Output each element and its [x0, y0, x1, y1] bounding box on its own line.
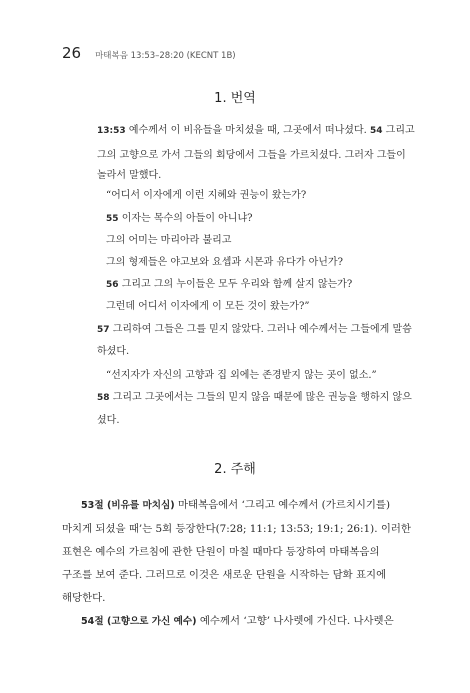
line-text: 해당한다. — [62, 592, 106, 604]
translation-line — [106, 214, 253, 224]
line-text: 이자는 목수의 아들이 아니냐? — [118, 213, 253, 224]
line-text: 그리고 — [382, 125, 415, 136]
line-text: 그리고 그의 누이들은 모두 우리와 함께 살지 않는가? — [118, 279, 353, 290]
section-title-translation: 1. 번역 — [214, 91, 256, 106]
running-head: 마태복음 13:53–28:20 (KECNT 1B) — [95, 51, 236, 61]
page-number: 26 — [62, 44, 82, 62]
line-text: 그리고 그곳에서는 그들의 믿지 않음 때문에 많은 권능을 행하지 않으 — [109, 392, 412, 403]
translation-line — [97, 171, 161, 181]
line-text: 셨다. — [97, 415, 120, 426]
verse-heading: 53절 (비유를 마치심) — [81, 500, 175, 511]
line-text: “어디서 이자에게 이런 지혜와 권능이 왔는가? — [106, 190, 307, 201]
verse-number: 55 — [106, 214, 119, 224]
line-text: 그의 고향으로 가서 그들의 회당에서 그들을 가르치셨다. 그러자 그들이 — [97, 150, 406, 161]
commentary-line — [62, 524, 411, 534]
translation-line — [97, 126, 415, 136]
line-text: 그리하여 그들은 그를 믿지 않았다. 그러나 예수께서는 그들에게 말씀 — [109, 324, 412, 335]
translation-line — [97, 325, 412, 335]
translation-line — [106, 258, 343, 268]
commentary-line — [62, 593, 105, 603]
line-text: 그런데 어디서 이자에게 이 모든 것이 왔는가?” — [106, 301, 310, 312]
verse-number: 13:53 — [97, 126, 126, 136]
translation-line — [97, 393, 412, 403]
translation-line — [97, 347, 129, 357]
line-text: 그의 어미는 마리아라 불리고 — [106, 235, 232, 246]
commentary-line — [62, 547, 380, 557]
verse-number: 57 — [97, 325, 110, 335]
line-text: 하셨다. — [97, 346, 130, 357]
translation-line — [106, 280, 352, 290]
translation-line — [106, 302, 309, 312]
translation-line — [106, 371, 377, 381]
verse-number: 58 — [97, 393, 110, 403]
line-text: 마태복음에서 ‘그리고 예수께서 (가르치시기를) — [174, 499, 391, 511]
line-text: 표현은 예수의 가르침에 관한 단원이 마칠 때마다 등장하여 마태복음의 — [62, 546, 380, 558]
commentary-line — [81, 500, 390, 511]
section-title-commentary: 2. 주해 — [214, 462, 256, 477]
page-header — [62, 44, 236, 62]
verse-heading: 54절 (고향으로 가신 예수) — [81, 616, 197, 627]
line-text: 예수께서 이 비유들을 마치셨을 때, 그곳에서 떠나셨다. — [125, 125, 370, 136]
translation-line — [106, 236, 231, 246]
commentary-line — [62, 570, 386, 580]
line-text: 그의 형제들은 야고보와 요셉과 시몬과 유다가 아닌가? — [106, 257, 343, 268]
verse-number: 56 — [106, 280, 119, 290]
translation-line — [106, 191, 306, 201]
translation-line — [97, 416, 120, 426]
commentary-line — [81, 616, 394, 627]
line-text: 놀라서 말했다. — [97, 170, 162, 181]
line-text: 구조를 보여 준다. 그러므로 이것은 새로운 단원을 시작하는 담화 표지에 — [62, 569, 387, 581]
translation-line — [97, 151, 406, 161]
line-text: “선지자가 자신의 고향과 집 외에는 존경받지 않는 곳이 없소.” — [106, 370, 377, 381]
line-text: 예수께서 ‘고향’ 나사렛에 가신다. 나사렛은 — [196, 615, 394, 627]
verse-number: 54 — [369, 126, 383, 136]
line-text: 마치게 되셨을 때’는 5회 등장한다(7:28; 11:1; 13:53; 19:1; 26:1). 이러한 — [62, 523, 411, 535]
